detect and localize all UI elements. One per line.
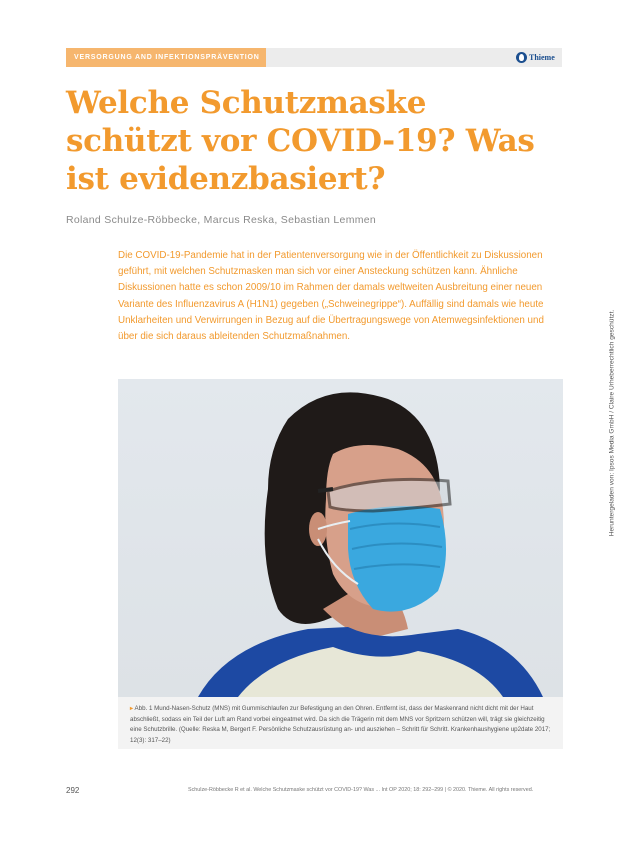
- article-authors: Roland Schulze-Röbbecke, Marcus Reska, Sebastian Lemmen: [66, 214, 377, 226]
- thieme-logo-icon: [516, 52, 527, 63]
- side-download-note: [606, 285, 618, 560]
- figure-photo: [118, 379, 563, 697]
- woman-wearing-mask-illustration: [118, 379, 563, 697]
- logo-text: Thieme: [529, 53, 555, 62]
- section-tag: VERSORGUNG AND INFEKTIONSPRÄVENTION: [66, 48, 266, 67]
- publisher-logo: [516, 51, 555, 64]
- caption-marker-icon: ▸: [130, 705, 134, 712]
- figure-caption: [118, 697, 563, 749]
- caption-text: Abb. 1 Mund-Nasen-Schutz (MNS) mit Gummischlaufen zur Befestigung an den Ohren. Entfernt ist, dass der Maskenrand nicht dicht mit der Haut abschließt, sodass ein Teil der Luft am Rand vorbei eingeatmet wird. Da sich die Trägerin mit dem MNS vor Spritzern schützen will, trägt sie gleichzeitig eine Schutzbrille. (Quelle: Reska M, Bergert F. Persönliche Schutzausrüstung an- und ausziehen – Schritt für Schritt. Krankenhaushygiene up2date 2017; 12(3): 317–22): [130, 705, 551, 744]
- footer-citation: Schulze-Röbbecke R et al. Welche Schutzmaske schützt vor COVID-19? Was ... Int OP 2020; 18: 292–299 | © 2020. Thieme. All rights reserved.: [188, 787, 534, 793]
- article-title: Welche Schutzmaske schützt vor COVID-19? Was ist evidenzbasiert?: [66, 85, 535, 197]
- side-note-text: Heruntergeladen von: Ipsos Media GmbH / Claire Urheberrechtlich geschützt.: [608, 309, 616, 536]
- page-number: 292: [66, 786, 80, 795]
- article-abstract: Die COVID-19-Pandemie hat in der Patientenversorgung wie in der Öffentlichkeit zu Diskussionen geführt, mit welchen Schutzmasken man sich vor einer Ansteckung schützen kann. Ähnliche Diskussionen hatte es schon 2009/10 im Rahmen der damals weltweiten Ausbreitung einer neuen Variante des Influenzavirus A (H1N1) gegeben („Schweinegrippe“). Auffällig sind damals wie heute Unklarheiten und Verwirrungen in Bezug auf die Übertragungswege von Atemwegsinfektionen und über die sich daraus ableitenden Schutzmaßnahmen.: [118, 250, 544, 343]
